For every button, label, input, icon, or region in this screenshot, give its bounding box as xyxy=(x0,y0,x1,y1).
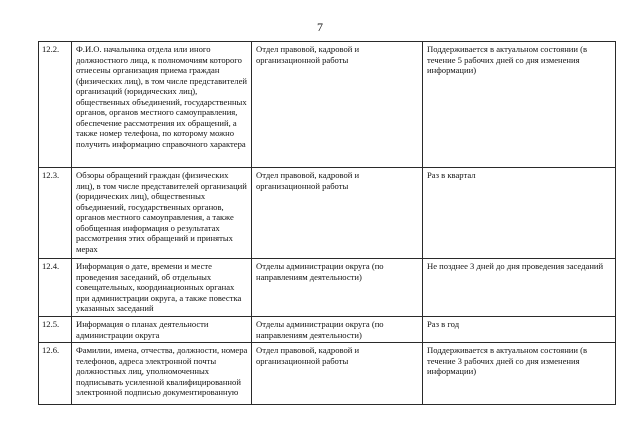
table-row xyxy=(39,259,616,317)
table-row xyxy=(39,42,616,168)
item-term: Не позднее 3 дней до дня проведения заседаний xyxy=(423,259,616,317)
item-term: Раз в квартал xyxy=(423,168,616,259)
item-information: Информация о дате, времени и месте проведения заседаний, об отдельных совещательных, координационных органах при администрации округа, а также повестка указанных заседаний xyxy=(72,259,252,317)
item-number: 12.3. xyxy=(39,168,72,259)
item-number: 12.6. xyxy=(39,343,72,405)
item-number: 12.5. xyxy=(39,317,72,343)
table-row xyxy=(39,343,616,405)
item-number: 12.2. xyxy=(39,42,72,168)
item-department: Отдел правовой, кадровой и организационной работы xyxy=(252,42,423,168)
item-term: Поддерживается в актуальном состоянии (в течение 3 рабочих дней со дня изменения информации) xyxy=(423,343,616,405)
page-number: 7 xyxy=(317,20,323,34)
item-information: Информация о планах деятельности администрации округа xyxy=(72,317,252,343)
item-number: 12.4. xyxy=(39,259,72,317)
item-department: Отдел правовой, кадровой и организационной работы xyxy=(252,168,423,259)
table-row xyxy=(39,317,616,343)
item-term: Раз в год xyxy=(423,317,616,343)
item-department: Отделы администрации округа (по направлениям деятельности) xyxy=(252,259,423,317)
item-information: Обзоры обращений граждан (физических лиц), в том числе представителей организаций (юридических лиц), общественных объединений, государственных органов, органов местного самоуправления, а также обобщенная информация о результатах рассмотрения этих обращений и принятых мерах xyxy=(72,168,252,259)
item-term: Поддерживается в актуальном состоянии (в течение 5 рабочих дней со дня изменения информации) xyxy=(423,42,616,168)
document-table xyxy=(38,41,616,405)
item-department: Отдел правовой, кадровой и организационной работы xyxy=(252,343,423,405)
table-row xyxy=(39,168,616,259)
item-department: Отделы администрации округа (по направлениям деятельности) xyxy=(252,317,423,343)
item-information: Ф.И.О. начальника отдела или иного должностного лица, к полномочиям которого отнесены организация приема граждан (физических лиц), в том числе представителей организаций (юридических лиц), общественных объединений, государственных органов, органов местного самоуправления, обеспечение рассмотрения их обращений, а также номер телефона, по которому можно получить информацию справочного характера xyxy=(72,42,252,168)
item-information: Фамилии, имена, отчества, должности, номера телефонов, адреса электронной почты должностных лиц, уполномоченных подписывать усиленной квалифицированной электронной подписью документированную xyxy=(72,343,252,405)
